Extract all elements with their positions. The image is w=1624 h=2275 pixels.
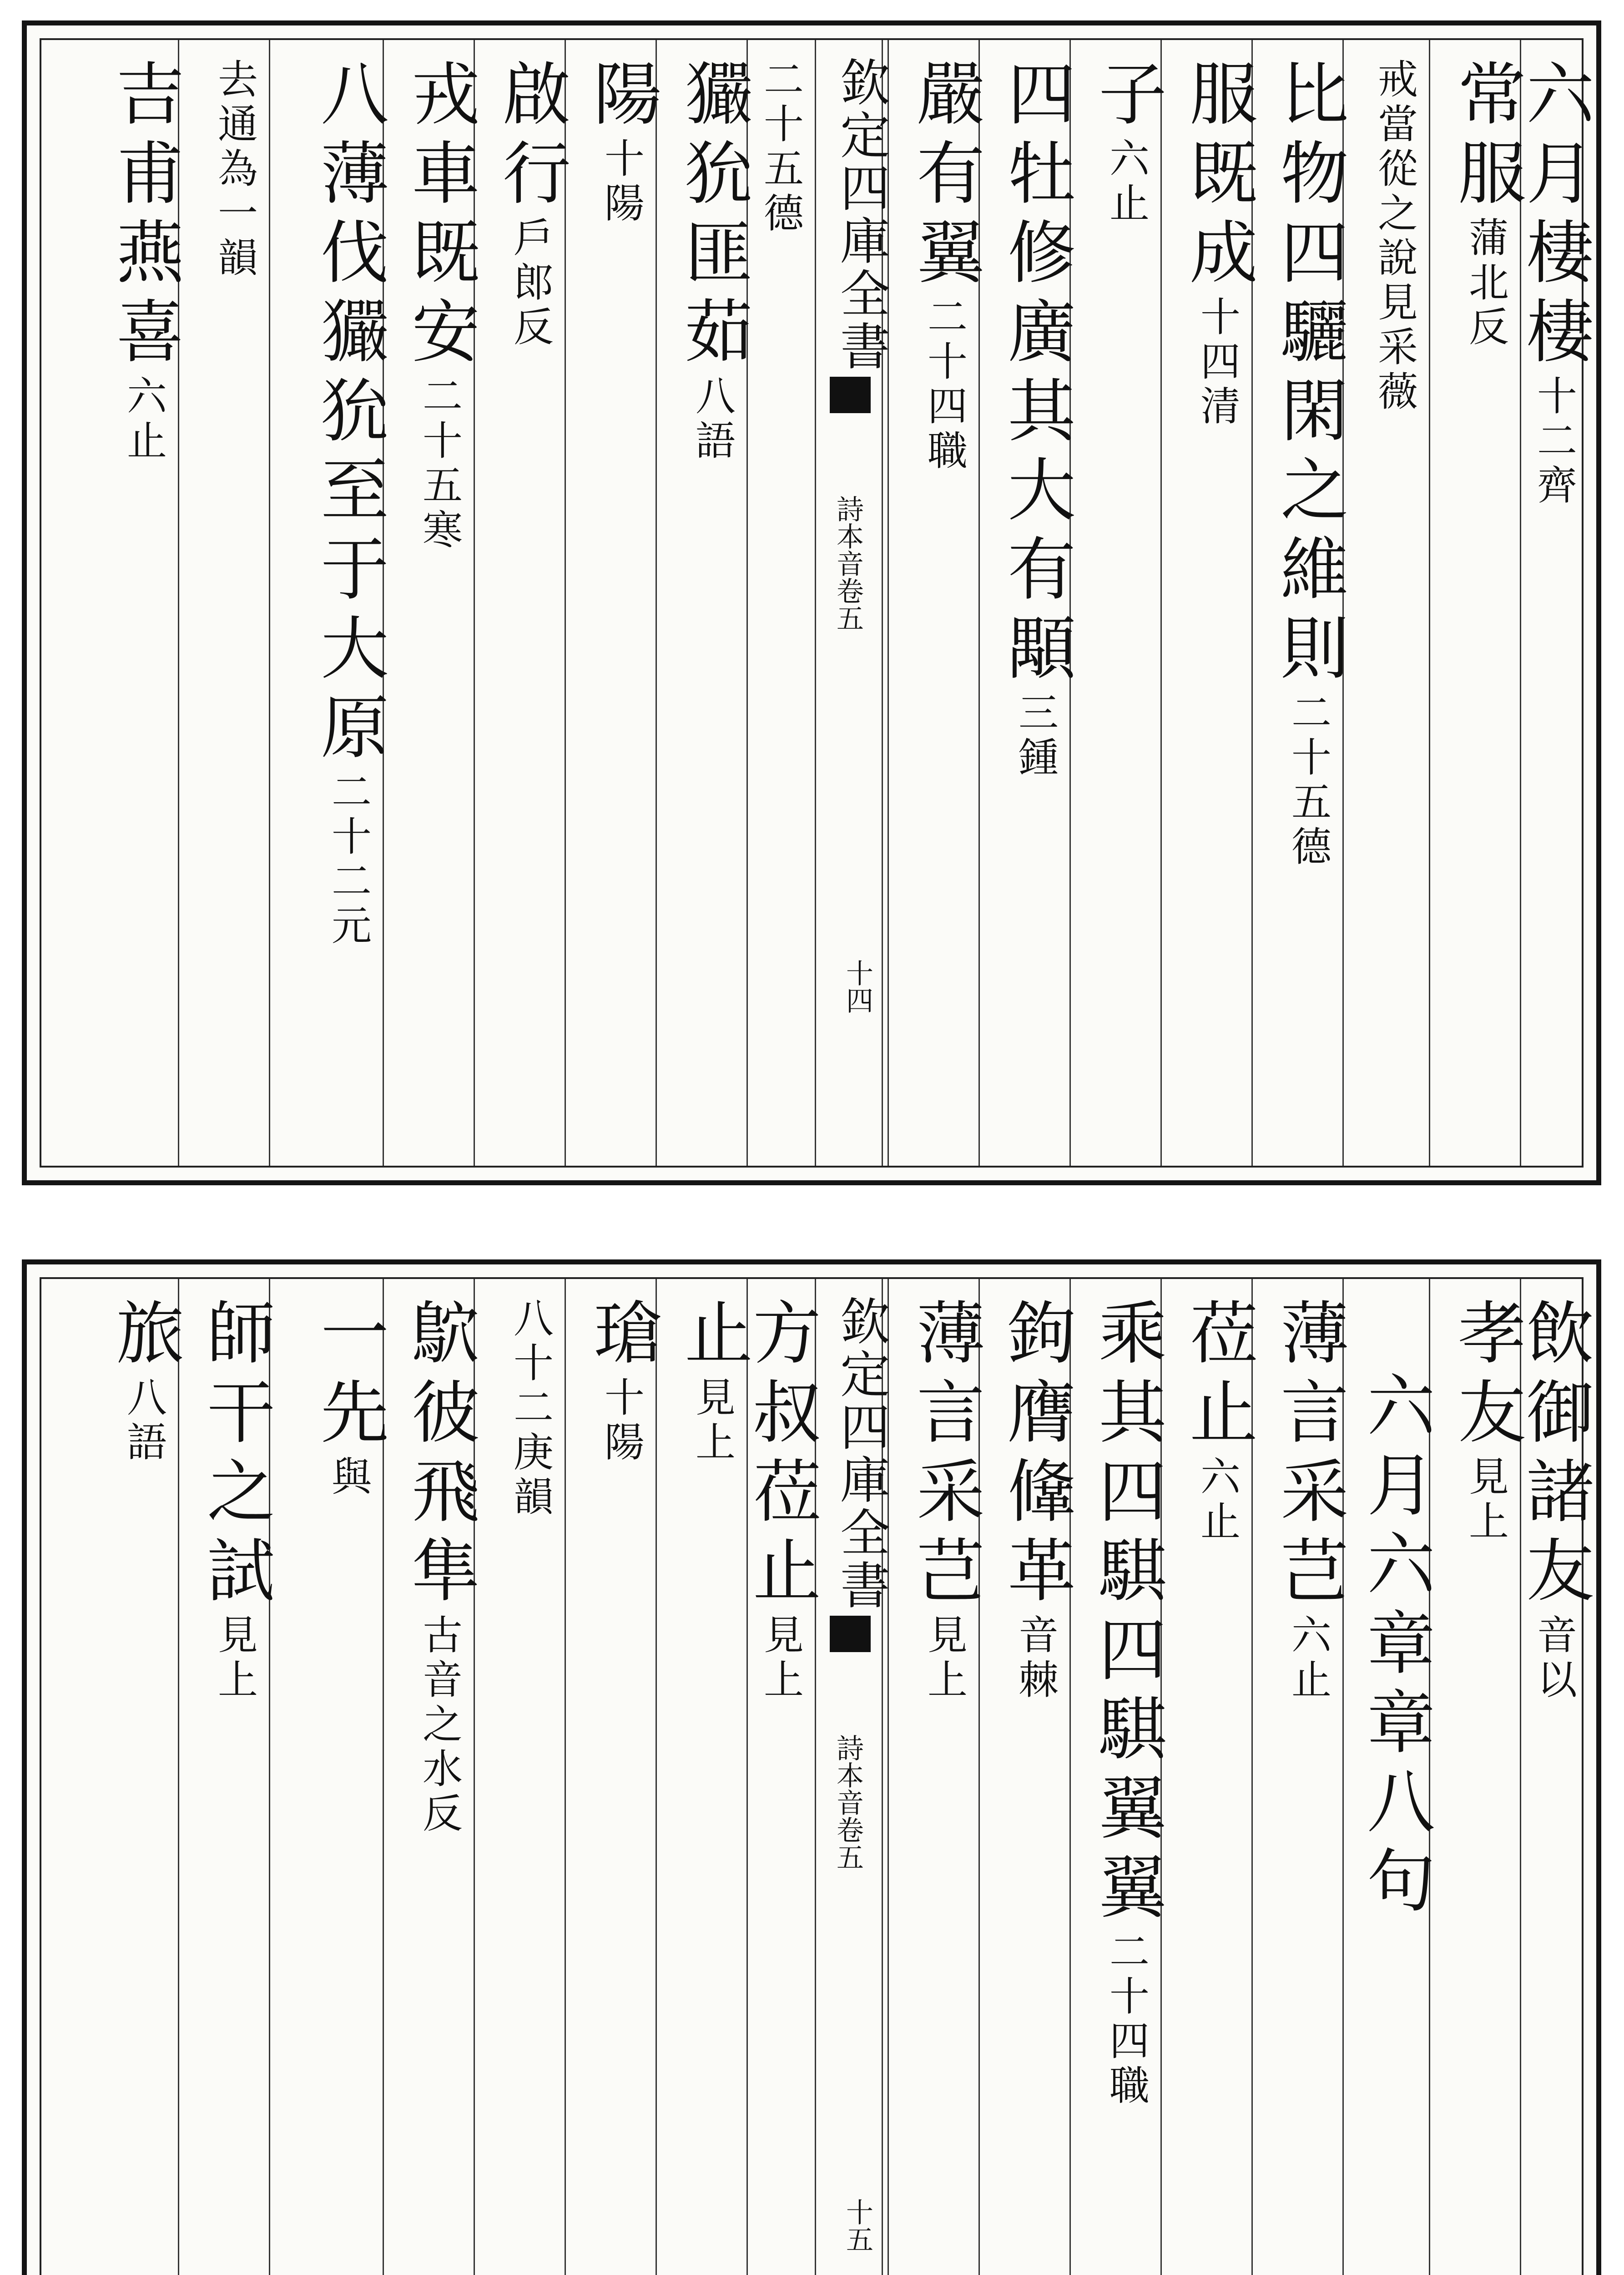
text-column: 師干之試見上	[178, 1279, 269, 2275]
text-column: 常服蒲北反	[1429, 40, 1520, 1166]
spine-title: 欽定四庫全書	[832, 1295, 890, 1612]
text-column: 鉤膺鞗革音棘	[978, 1279, 1069, 2275]
text-column: 比物四驪閑之維則二十五德	[1251, 40, 1342, 1166]
section-heading: 六月六章章八句	[1342, 1279, 1429, 2275]
text-column: 四牡修廣其大有顒三鍾	[978, 40, 1069, 1166]
spine-page-number: 十五	[842, 2198, 873, 2253]
text-column: 子六止	[1069, 40, 1160, 1166]
spine-volume: 詩本音卷五	[832, 495, 864, 632]
text-column: 方叔莅止見上	[746, 1279, 815, 2275]
fish-tail-mark	[830, 1616, 871, 1652]
spine-page-number: 十四	[842, 959, 873, 1014]
text-column: 嚴有翼二十四職	[888, 40, 978, 1166]
spine-title: 欽定四庫全書	[832, 56, 890, 373]
text-column: 六月棲棲十二齊	[1520, 40, 1588, 1166]
text-column: 薄言采芑見上	[888, 1279, 978, 2275]
text-column: 吉甫燕喜六止	[104, 58, 183, 464]
text-column: 戎車既安二十五寒	[383, 40, 474, 1166]
text-column: 八薄伐玁狁至于大原二十二元	[269, 40, 383, 1166]
text-column: 乘其四騏四騏翼翼二十四職	[1069, 1279, 1160, 2275]
top-page	[22, 20, 1601, 1185]
book-spine	[815, 1279, 890, 2275]
top-page-frame	[40, 38, 1594, 1168]
text-column: 止見上	[656, 1279, 746, 2275]
text-column: 服既成十四清	[1160, 40, 1251, 1166]
text-column: 瑲十陽	[565, 1279, 656, 2275]
text-column: 飲御諸友音以	[1520, 1279, 1588, 2275]
text-column: 陽十陽	[565, 40, 656, 1166]
text-column: 二十五德	[746, 40, 815, 1166]
text-column: 戒當從之說見采薇	[1342, 40, 1429, 1166]
fish-tail-mark	[830, 377, 871, 413]
text-column: 八十二庚韻	[474, 1279, 565, 2275]
text-column: 莅止六止	[1160, 1279, 1251, 2275]
text-column: 去通為一韻	[178, 40, 269, 1166]
text-column: 孝友見上	[1429, 1279, 1520, 2275]
book-spine	[815, 40, 890, 1166]
text-column: 一先與	[269, 1279, 383, 2275]
bottom-page-frame	[40, 1277, 1594, 2275]
text-column: 啟行戶郎反	[474, 40, 565, 1166]
text-column: 玁狁匪茹八語	[656, 40, 746, 1166]
bottom-page	[22, 1259, 1601, 2275]
spine-volume: 詩本音卷五	[832, 1734, 864, 1871]
text-column: 旅八語	[104, 1297, 183, 1466]
text-column: 薄言采芑六止	[1251, 1279, 1342, 2275]
text-column: 鴥彼飛隼古音之水反	[383, 1279, 474, 2275]
